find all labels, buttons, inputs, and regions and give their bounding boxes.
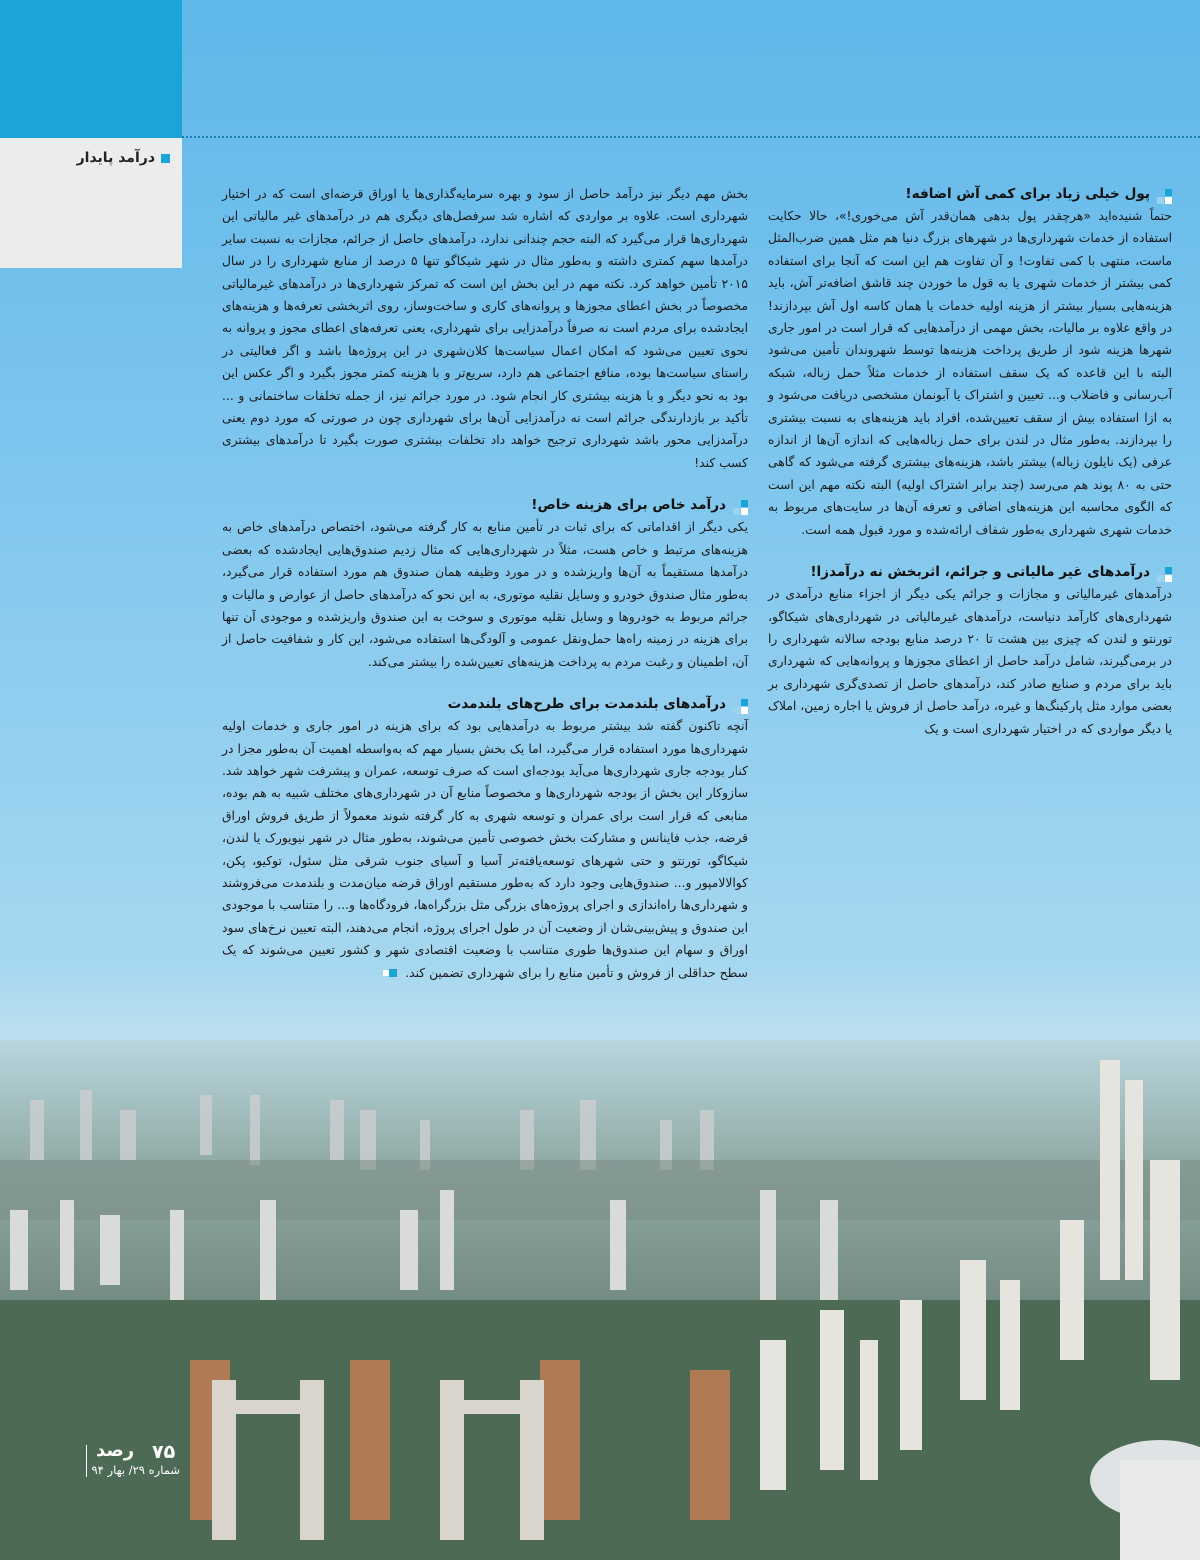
paragraph	[222, 715, 748, 984]
section-label-text: درآمد پایدار	[76, 150, 155, 166]
heading-text: پول خیلی زیاد برای کمی آش اضافه!	[905, 186, 1150, 202]
section-square-icon	[161, 154, 170, 163]
magazine-logo: رصد	[96, 1440, 135, 1461]
section-label	[10, 150, 170, 166]
page-number: ۷۵	[152, 1441, 176, 1463]
heading-special-revenue	[222, 494, 748, 516]
heading-square-icon	[1156, 189, 1172, 205]
header-divider	[182, 136, 1200, 138]
paragraph: درآمدهای غیرمالیاتی و مجازات و جرائم یکی دیگر از اجزاء منابع درآمدی در شهرداری‌های کارآمد دنیاست، درآمدهای غیرمالیاتی در شهرداری‌های شیکاگو، تورنتو و لندن که چیزی بین هشت تا ۲۰ درصد منابع بودجه سالانه شهرداری را در برمی‌گیرند، شامل درآمد حاصل از اعطای مجوزها و پروانه‌هایی که شهرداری باید برای مردم و صنایع صادر کند، درآمدهای حاصل از تصدی‌گری شهرداری بر بعضی موارد مثل پارکینگ‌ها و غیره، درآمد حاصل از فروش یا اجاره زمین، املاک یا دیگر مواردی که در اختیار شهرداری است و یک	[768, 587, 1172, 736]
end-square-icon	[389, 969, 397, 977]
left-column	[222, 183, 748, 984]
heading-square-icon	[732, 500, 748, 516]
header-color-block	[0, 0, 182, 138]
heading-square-icon	[732, 699, 748, 715]
heading-extra-payment	[768, 183, 1172, 205]
issue-info: شماره ۲۹/ بهار ۹۴	[91, 1463, 180, 1477]
city-skyline-image	[0, 1040, 1200, 1560]
paragraph: بخش مهم دیگر نیز درآمد حاصل از سود و بهره سرمایه‌گذاری‌ها یا اوراق قرضه‌ای است که در اختیار شهرداری است. علاوه بر مواردی که اشاره شد سرفصل‌های دیگری هم در درآمدهای غیر مالیاتی این شهرداری‌ها قرار می‌گیرد که البته حجم چندانی ندارد، درآمدهای حاصل از جرائم، مجازات به نسبت سایر درآمدها سهم کمتری داشته و به‌طور مثال در شهر شیکاگو تنها ۵ درصد از منابع شهرداری را در سال ۲۰۱۵ تأمین خواهد کرد. نکته مهم در این بخش این است که تمرکز شهرداری‌ها در درآمدهای غیرمالیاتی مخصوصاً در بخش اعطای مجوزها و پروانه‌های کاری و ساخت‌وساز، روی اثربخشی تعرفه‌ها و هزینه‌های ایجادشده برای مردم است نه صرفاً درآمدزایی برای شهرداری، یعنی تعرفه‌های اعطای مجوز و پروانه به نحوی تعیین می‌شود که امکان اعمال سیاست‌ها کلان‌شهری در این پروژه‌ها باشد و اگر فعالیتی در راستای سیاست‌ها بوده، منافع اجتماعی هم دارد، سریع‌تر و با هزینه کمتر مجوز بگیرد و اگر عکس این بود به نحو دیگر و با هزینه بیشتری کار انجام شود. در مورد جرائم نیز، از جمله تخلفات ساختمانی و ... تأکید بر بازدارندگی جرائم است نه درآمدزایی آن‌ها برای شهرداری چون در صورتی که مورد دوم یعنی درآمدزایی محور باشد شهرداری ترجیح خواهد داد تخلفات بیشتری صورت بگیرد تا درآمدهای بیشتری کسب کند!	[222, 187, 748, 470]
heading-long-term-revenue	[222, 693, 748, 715]
paragraph: یکی دیگر از اقداماتی که برای ثبات در تأمین منابع به کار گرفته می‌شود، اختصاص درآمدهای خاص به هزینه‌های مرتبط و خاص هست، مثلاً در شهرداری‌هایی که مثال زدیم صندوق‌هایی ایجادشده که بعضی درآمدها مستقیماً به آن‌ها واریزشده و در مورد وظیفه همان صندوق هم مورد استفاده قرار می‌گیرد، به‌طور مثال صندوق خودرو و وسایل نقلیه موتوری، به این نحو که درآمدهای حاصل از عوارض و مالیات و جرائم مربوط به خودروها و وسایل نقلیه موتوری و سوخت به این صندوق واریزشده و موجودی آن تنها برای هزینه در زمینه راه‌ها حمل‌ونقل عمومی و آلودگی‌ها استفاده می‌شود، این کار و شفافیت حاصل از آن، اطمینان و رغبت مردم به پرداخت هزینه‌های تعیین‌شده را بیشتر می‌کند.	[222, 520, 748, 669]
heading-text: درآمد خاص برای هزینه خاص!	[531, 497, 726, 514]
heading-non-tax-revenue	[768, 561, 1172, 583]
right-column	[768, 183, 1172, 740]
paragraph-text: آنچه تاکنون گفته شد بیشتر مربوط به درآمدهایی بود که برای هزینه در امور جاری و خدمات اولیه شهرداری‌ها مورد استفاده قرار می‌گیرد، اما یک بخش بسیار مهم که به‌واسطه اهمیت آن به‌طور مجزا در کنار بودجه جاری شهرداری‌ها می‌آید بودجه‌ای است که صرف توسعه، عمران و پیشرفت شهر خواهد شد. سازوکار این بخش از بودجه شهرداری‌ها و مخصوصاً منابع آن در شهرداری‌های مختلف شبیه به هم بوده، منابعی که قرار است برای عمران و توسعه شهری به کار گرفته شوند معمولاً از طریق فروش اوراق قرضه، جذب فاینانس و مشارکت بخش خصوصی تأمین می‌شوند، به‌طور مثال در شهر نیویورک یا لندن، شیکاگو، تورنتو و حتی شهرهای توسعه‌یافته‌تر آسیا و آسیای جنوب شرقی مثل سئول، توکیو، پکن، کوالالامپور و... صندوق‌هایی وجود دارد که به‌طور مستقیم اوراق قرضه میان‌مدت و بلندمدت می‌فروشند و شهرداری‌ها راه‌اندازی و اجرای پروژه‌های بزرگی مثل بزرگراه‌ها، فرودگاه‌ها و... را متناسب با موجودی این صندوق و پیش‌بینی‌شان از وضعیت آن در طول اجرای پروژه، انجام می‌دهند، البته تعیین نرخ‌های سود اوراق و سهام این صندوق‌ها طوری متناسب با وضعیت اقتصادی شهر و کشور تعیین می‌شوند که یک سطح حداقلی از فروش و تأمین منابع را برای شهرداری تضمین کند.	[222, 719, 748, 980]
heading-text: درآمدهای غیر مالیاتی و جرائم، اثربخش نه درآمدزا!	[810, 564, 1150, 581]
heading-square-icon	[1156, 567, 1172, 583]
heading-text: درآمدهای بلندمدت برای طرح‌های بلندمدت	[447, 696, 726, 713]
paragraph: حتماً شنیده‌اید «هرچقدر پول بدهی همان‌قدر آش می‌خوری!»، حالا حکایت استفاده از خدمات شهرداری‌ها در شهرهای بزرگ دنیا هم مثل همین ضرب‌المثل ماست، منتهی با کمی تفاوت! و آن تفاوت هم این است که آنجا برای استفاده کمی بیشتر از خدمات شهری یا به قول ما خوردن چند قاشق اضافه‌تر آش، باید هزینه‌هایی بسیار بیشتر از هزینه اولیه خدمات یا همان کاسه اول آش بپردازند! در واقع علاوه بر مالیات، بخش مهمی از درآمدهایی که قرار است در امور جاری شهرها هزینه شود از طریق پرداخت هزینه‌ها توسط شهروندان تأمین می‌شود البته با این قاعده که یک سقف استفاده از خدمات مثلاً حمل زباله، شبکه آب‌رسانی و فاضلاب و... تعیین و اشتراک یا آبونمان مشخصی دریافت می‌شود و به ازا استفاده بیش از سقف تعیین‌شده، افراد باید هزینه‌های به نسبت بیشتری را بپردازند. به‌طور مثال در لندن برای حمل زباله‌هایی که اندازه آن‌ها از اندازه عرفی (یک نایلون زباله) بیشتر باشد، هزینه‌های بیشتری گرفته می‌شود که گاهی حتی به ۸۰ پوند هم می‌رسد (چند برابر اشتراک اولیه) البته نکته مهم این است که الگوی محاسبه این هزینه‌های اضافی و تعرفه آن‌ها در سایت‌های مربوط به خدمات شهری شهرداری به‌طور شفاف ارائه‌شده و مورد قبول همه است.	[768, 209, 1172, 537]
